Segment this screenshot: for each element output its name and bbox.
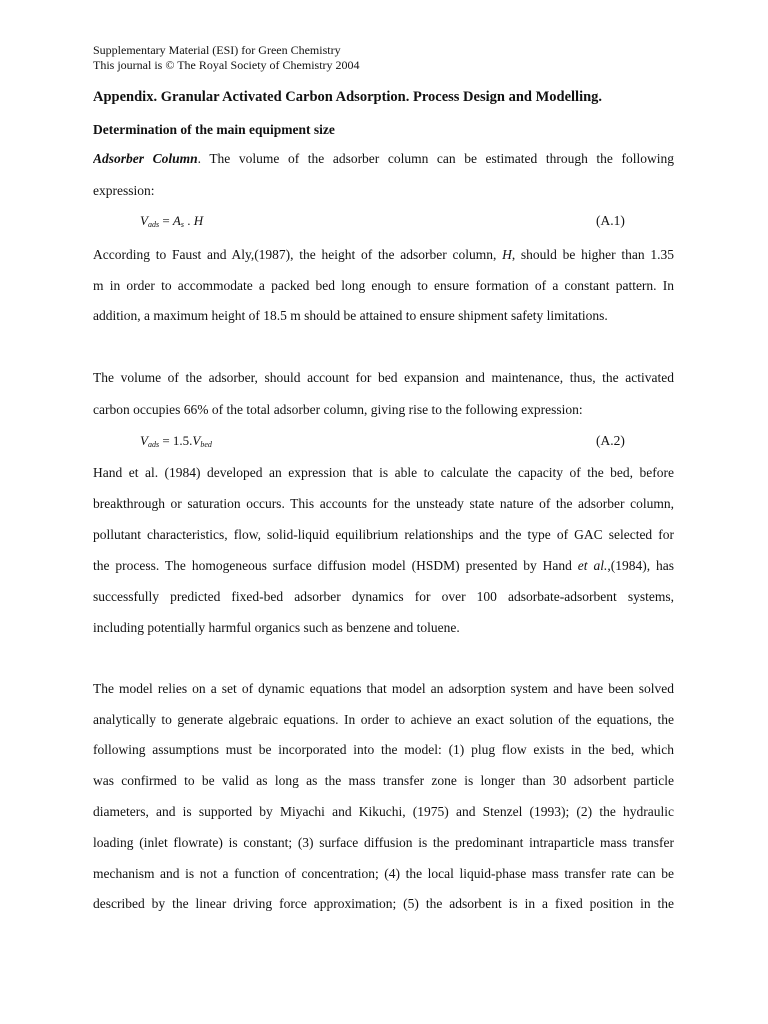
paragraph-1-line-2: m in order to accommodate a packed bed long enough to ensure formation of a constant pattern. In (93, 278, 674, 293)
paragraph-4-line-6: loading (inlet flowrate) is constant; (3) surface diffusion is the predominant intraparticle mass transfer (93, 835, 674, 850)
paragraph-3-line-6: including potentially harmful organics such as benzene and toluene. (93, 620, 460, 635)
paragraph-4-line-5: diameters, and is supported by Miyachi and Kikuchi, (1975) and Stenzel (1993); (2) the hydraulic (93, 804, 674, 819)
paragraph-3-line-4: the process. The homogeneous surface diffusion model (HSDM) presented by Hand et al.,(1984), has (93, 558, 674, 573)
paragraph-4-line-2: analytically to generate algebraic equations. In order to achieve an exact solution of the equations, the (93, 712, 674, 727)
appendix-title: Appendix. Granular Activated Carbon Adsorption. Process Design and Modelling. (93, 89, 603, 105)
adsorber-column-line-1: Adsorber Column. The volume of the adsorber column can be estimated through the following (93, 151, 674, 166)
journal-header-line-1: Supplementary Material (ESI) for Green Chemistry (93, 43, 341, 57)
paragraph-4-line-8: described by the linear driving force approximation; (5) the adsorbent is in a fixed position in the (93, 896, 674, 911)
journal-header-line-2: This journal is © The Royal Society of Chemistry 2004 (93, 58, 360, 72)
paragraph-4-line-4: was confirmed to be valid as long as the mass transfer zone is longer than 30 adsorbent particle (93, 773, 674, 788)
paragraph-3-line-3: pollutant characteristics, flow, solid-liquid equilibrium relationships and the type of GAC selected for (93, 527, 674, 542)
paragraph-4-line-7: mechanism and is not a function of concentration; (4) the local liquid-phase mass transfer rate can be (93, 866, 674, 881)
paragraph-3-line-2: breakthrough or saturation occurs. This accounts for the unsteady state nature of the adsorber column, (93, 496, 674, 511)
adsorber-column-heading: Adsorber Column (93, 151, 198, 166)
paragraph-4-line-3: following assumptions must be incorporated into the model: (1) plug flow exists in the bed, which (93, 742, 674, 757)
paragraph-2-line-1: The volume of the adsorber, should account for bed expansion and maintenance, thus, the activated (93, 370, 674, 385)
paragraph-3-line-5: successfully predicted fixed-bed adsorber dynamics for over 100 adsorbate-adsorbent systems, (93, 589, 674, 604)
equation-a1: $V_{ads} = A_s$ . H (140, 213, 204, 229)
section-subtitle: Determination of the main equipment size (93, 122, 335, 137)
equation-a1-number: (A.1) (596, 213, 625, 228)
paragraph-3-line-1: Hand et al. (1984) developed an expression that is able to calculate the capacity of the bed, before (93, 465, 674, 480)
equation-a2-number: (A.2) (596, 433, 625, 448)
paragraph-1-line-1: According to Faust and Aly,(1987), the height of the adsorber column, H, should be higher than 1.35 (93, 247, 674, 262)
paragraph-2-line-2: carbon occupies 66% of the total adsorber column, giving rise to the following expression: (93, 402, 583, 417)
equation-a2: $V_{ads} = 1.5.V_{bed}$ (140, 433, 212, 449)
paragraph-1-line-3: addition, a maximum height of 18.5 m should be attained to ensure shipment safety limitations. (93, 308, 608, 323)
adsorber-column-line-2: expression: (93, 183, 155, 198)
paragraph-4-line-1: The model relies on a set of dynamic equations that model an adsorption system and have been solved (93, 681, 674, 696)
